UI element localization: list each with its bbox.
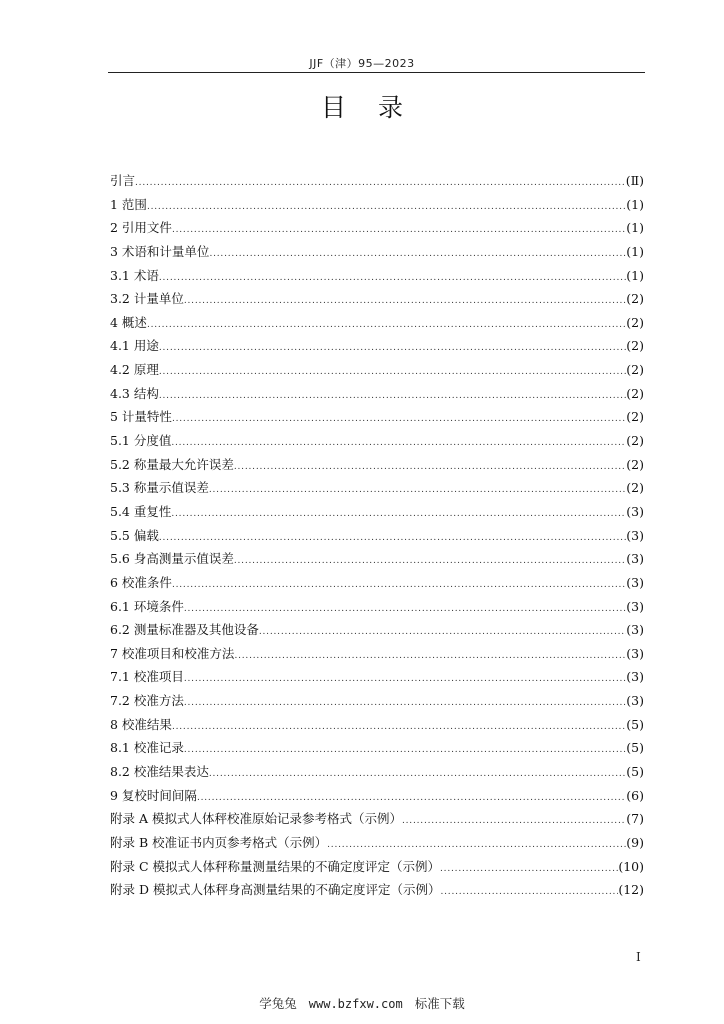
toc-entry[interactable]	[110, 216, 644, 240]
toc-entry[interactable]	[110, 760, 644, 784]
toc-entry-label: 4.1 用途	[110, 338, 159, 354]
toc-entry-label: 7.2 校准方法	[110, 693, 184, 709]
toc-entry-label: 9 复校时间间隔	[110, 787, 197, 803]
toc-entry-page: (3)	[626, 503, 644, 519]
toc-leader-dots	[184, 668, 626, 692]
toc-entry[interactable]	[110, 264, 644, 288]
toc-entry-page: (2)	[626, 409, 644, 425]
toc-entry-label: 8.1 校准记录	[110, 740, 184, 756]
toc-entry-label: 附录 D 模拟式人体秤身高测量结果的不确定度评定（示例）	[110, 882, 441, 898]
toc-entry[interactable]	[110, 713, 644, 737]
toc-entry-page: (3)	[626, 551, 644, 567]
toc-entry-label: 8.2 校准结果表达	[110, 764, 209, 780]
toc-entry[interactable]	[110, 807, 644, 831]
toc-entry-page: (1)	[626, 243, 644, 259]
toc-title: 目录	[320, 93, 435, 122]
toc-entry[interactable]	[110, 784, 644, 808]
toc-entry-page: (3)	[626, 574, 644, 590]
toc-entry-label: 5 计量特性	[110, 409, 172, 425]
toc-entry-label: 附录 B 校准证书内页参考格式（示例）	[110, 834, 328, 850]
toc-entry-label: 3.2 计量单位	[110, 291, 184, 307]
toc-entry[interactable]	[110, 642, 644, 666]
toc-entry-page: (9)	[626, 834, 644, 850]
toc-leader-dots	[402, 810, 626, 834]
toc-entry-page: (12)	[618, 882, 644, 898]
toc-entry-label: 4.3 结构	[110, 385, 159, 401]
toc-entry-page: (7)	[626, 811, 644, 827]
footer-brand: 学兔兔	[259, 996, 297, 1011]
toc-entry-page: (3)	[626, 669, 644, 685]
toc-leader-dots	[172, 408, 626, 432]
toc-entry-page: (2)	[626, 433, 644, 449]
toc-entry-label: 7 校准项目和校准方法	[110, 645, 235, 661]
toc-entry[interactable]	[110, 240, 644, 264]
header-divider	[108, 72, 645, 73]
toc-entry[interactable]	[110, 358, 644, 382]
toc-leader-dots	[135, 172, 626, 196]
toc-entry-label: 7.1 校准项目	[110, 669, 184, 685]
toc-entry[interactable]	[110, 429, 644, 453]
toc-entry-page: (3)	[626, 527, 644, 543]
toc-entry-page: (10)	[618, 858, 644, 874]
toc-entry-label: 引言	[110, 173, 136, 188]
toc-entry-label: 6.1 环境条件	[110, 598, 184, 614]
toc-entry-page: (2)	[626, 456, 644, 472]
toc-entry-label: 附录 C 模拟式人体秤称量测量结果的不确定度评定（示例）	[110, 858, 441, 874]
toc-leader-dots	[159, 337, 626, 361]
toc-entry-page: (5)	[626, 764, 644, 780]
toc-entry[interactable]	[110, 571, 644, 595]
toc-entry-page: (2)	[626, 314, 644, 330]
toc-entry[interactable]	[110, 405, 644, 429]
toc-leader-dots	[159, 361, 626, 385]
toc-entry[interactable]	[110, 169, 644, 193]
toc-leader-dots	[159, 385, 626, 409]
toc-leader-dots	[234, 645, 626, 669]
toc-leader-dots	[259, 621, 626, 645]
toc-entry[interactable]	[110, 334, 644, 358]
toc-leader-dots	[209, 243, 626, 267]
toc-entry[interactable]	[110, 453, 644, 477]
toc-entry-page: (5)	[626, 740, 644, 756]
toc-entry-page: (2)	[626, 338, 644, 354]
document-code-header: JJF（津）95—2023	[309, 57, 415, 70]
toc-entry-label: 5.4 重复性	[110, 503, 172, 519]
toc-entry-page: (3)	[626, 598, 644, 614]
toc-entry[interactable]	[110, 595, 644, 619]
toc-leader-dots	[159, 267, 626, 291]
footer-tagline: 标准下载	[414, 996, 465, 1011]
toc-leader-dots	[184, 290, 626, 314]
toc-entry-page: (3)	[626, 645, 644, 661]
toc-entry-page: (1)	[626, 196, 644, 212]
toc-entry-page: (Ⅱ)	[625, 173, 644, 188]
toc-leader-dots	[234, 550, 626, 574]
toc-leader-dots	[171, 432, 626, 456]
toc-entry-label: 6 校准条件	[110, 574, 172, 590]
toc-leader-dots	[209, 479, 626, 503]
toc-entry-label: 5.3 称量示值误差	[110, 480, 209, 496]
toc-leader-dots	[172, 716, 626, 740]
toc-leader-dots	[147, 196, 626, 220]
toc-entry[interactable]	[110, 287, 644, 311]
toc-entry-page: (2)	[626, 291, 644, 307]
toc-leader-dots	[440, 881, 618, 905]
toc-entry-label: 5.5 偏载	[110, 527, 159, 543]
table-of-contents	[110, 169, 644, 902]
toc-entry[interactable]	[110, 831, 644, 855]
toc-entry[interactable]	[110, 311, 644, 335]
toc-entry[interactable]	[110, 665, 644, 689]
toc-entry-label: 5.1 分度值	[110, 433, 172, 449]
toc-entry-page: (2)	[626, 385, 644, 401]
toc-entry-page: (2)	[626, 480, 644, 496]
toc-leader-dots	[209, 763, 626, 787]
toc-entry-label: 2 引用文件	[110, 220, 172, 236]
toc-entry-label: 3 术语和计量单位	[110, 243, 210, 259]
toc-entry[interactable]	[110, 855, 644, 879]
toc-entry-page: (6)	[626, 787, 644, 803]
toc-leader-dots	[184, 692, 626, 716]
toc-entry[interactable]	[110, 736, 644, 760]
toc-entry[interactable]	[110, 382, 644, 406]
toc-entry-label: 4.2 原理	[110, 362, 159, 378]
toc-entry[interactable]	[110, 476, 644, 500]
toc-entry-label: 8 校准结果	[110, 716, 172, 732]
toc-entry-label: 1 范围	[110, 196, 147, 212]
toc-entry-page: (5)	[626, 716, 644, 732]
toc-leader-dots	[184, 739, 626, 763]
toc-entry[interactable]	[110, 878, 644, 902]
footer-site-link[interactable]: www.bzfxw.com	[308, 997, 403, 1011]
page-number: I	[636, 950, 641, 964]
toc-entry[interactable]	[110, 500, 644, 524]
toc-entry[interactable]	[110, 689, 644, 713]
toc-entry[interactable]	[110, 547, 644, 571]
toc-entry-page: (3)	[626, 622, 644, 638]
toc-entry-label: 5.6 身高测量示值误差	[110, 551, 234, 567]
toc-entry-page: (1)	[626, 267, 644, 283]
toc-entry[interactable]	[110, 193, 644, 217]
toc-entry-label: 3.1 术语	[110, 267, 159, 283]
toc-leader-dots	[440, 858, 618, 882]
toc-entry[interactable]	[110, 618, 644, 642]
toc-entry[interactable]	[110, 524, 644, 548]
toc-entry-page: (3)	[626, 693, 644, 709]
toc-entry-label: 4 概述	[110, 314, 147, 330]
footer-watermark	[0, 994, 724, 1012]
toc-entry-label: 5.2 称量最大允许误差	[110, 456, 234, 472]
toc-entry-page: (2)	[626, 362, 644, 378]
toc-leader-dots	[234, 456, 626, 480]
toc-entry-page: (1)	[626, 220, 644, 236]
toc-leader-dots	[171, 503, 626, 527]
toc-leader-dots	[172, 574, 626, 598]
toc-entry-label: 6.2 测量标准器及其他设备	[110, 622, 259, 638]
toc-leader-dots	[147, 314, 626, 338]
toc-leader-dots	[172, 219, 626, 243]
toc-entry-label: 附录 A 模拟式人体秤校准原始记录参考格式（示例）	[110, 811, 402, 827]
